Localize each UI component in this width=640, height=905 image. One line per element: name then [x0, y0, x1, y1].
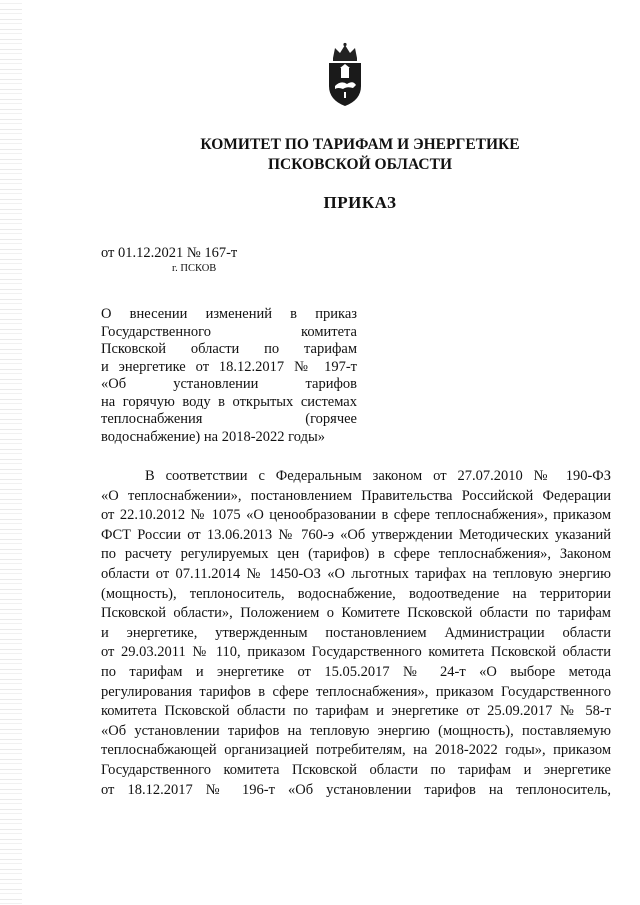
organization-name [160, 135, 560, 175]
org-line-1: КОМИТЕТ ПО ТАРИФАМ И ЭНЕРГЕТИКЕ [200, 136, 520, 153]
body-line: регулирования тарифов в сфере теплоснабжения», приказом Государственного [101, 683, 611, 700]
body-line: от 29.03.2011 № 110, приказом Государственного комитета Псковской области [101, 644, 611, 661]
body-line: ФСТ России от 13.06.2013 № 760-э «Об утверждении Методических указаний [101, 526, 611, 543]
coat-of-arms-icon [323, 42, 367, 108]
body-line: «О теплоснабжении», постановлением Правительства Российской Федерации [101, 487, 611, 504]
order-city: г. ПСКОВ [172, 263, 217, 274]
subject-line: Государственного комитета [101, 323, 357, 340]
body-line: В соответствии с Федеральным законом от 27.07.2010 № 190-ФЗ [145, 468, 611, 484]
document-type-title: ПРИКАЗ [323, 193, 397, 212]
org-line-2: ПСКОВСКОЙ ОБЛАСТИ [267, 156, 452, 173]
body-line: по тарифам и энергетике от 15.05.2017 № 24-т «О выборе метода [101, 663, 611, 680]
body-line: комитета Псковской области по тарифам и энергетике от 25.09.2017 № 58-т [101, 703, 611, 720]
body-line: «Об установлении тарифов на тепловую энергию (мощность), поставляемую [101, 722, 611, 739]
scan-edge-artifact [0, 0, 22, 905]
body-line: и энергетике, утвержденным постановлением Администрации области [101, 624, 611, 641]
subject-line: теплоснабжения (горячее [101, 411, 357, 427]
body-line: Псковской области», Положением о Комитете Псковской области по тарифам [101, 605, 611, 622]
subject-line: «Об установлении тарифов [101, 376, 357, 392]
body-line: (мощность), теплоноситель, водоснабжение, водоотведение на территории [101, 585, 611, 602]
body-line: Государственного комитета Псковской области по тарифам и энергетике [101, 761, 611, 778]
order-body-text [101, 467, 611, 800]
body-line: от 18.12.2017 № 196-т «Об установлении тарифов на теплоноситель, [101, 781, 611, 798]
order-subject [101, 306, 357, 446]
subject-line: на горячую воду в открытых системах [101, 393, 357, 410]
subject-line: и энергетике от 18.12.2017 № 197-т [101, 358, 357, 375]
subject-line: О внесении изменений в приказ [101, 306, 357, 322]
order-date-number: от 01.12.2021 № 167-т [101, 245, 238, 261]
subject-line: водоснабжение) на 2018-2022 годы» [101, 428, 325, 445]
body-line: от 22.10.2012 № 1075 «О ценообразовании в сфере теплоснабжения», приказом [101, 507, 611, 524]
subject-line: Псковской области по тарифам [101, 341, 357, 357]
body-line: по расчету регулируемых цен (тарифов) в сфере теплоснабжения», Законом [101, 546, 611, 563]
body-line: области от 07.11.2014 № 1450-ОЗ «О льготных тарифах на тепловую энергию [101, 565, 611, 582]
body-line: теплоснабжающей организацией потребителям, на 2018-2022 годы», приказом [101, 742, 611, 759]
